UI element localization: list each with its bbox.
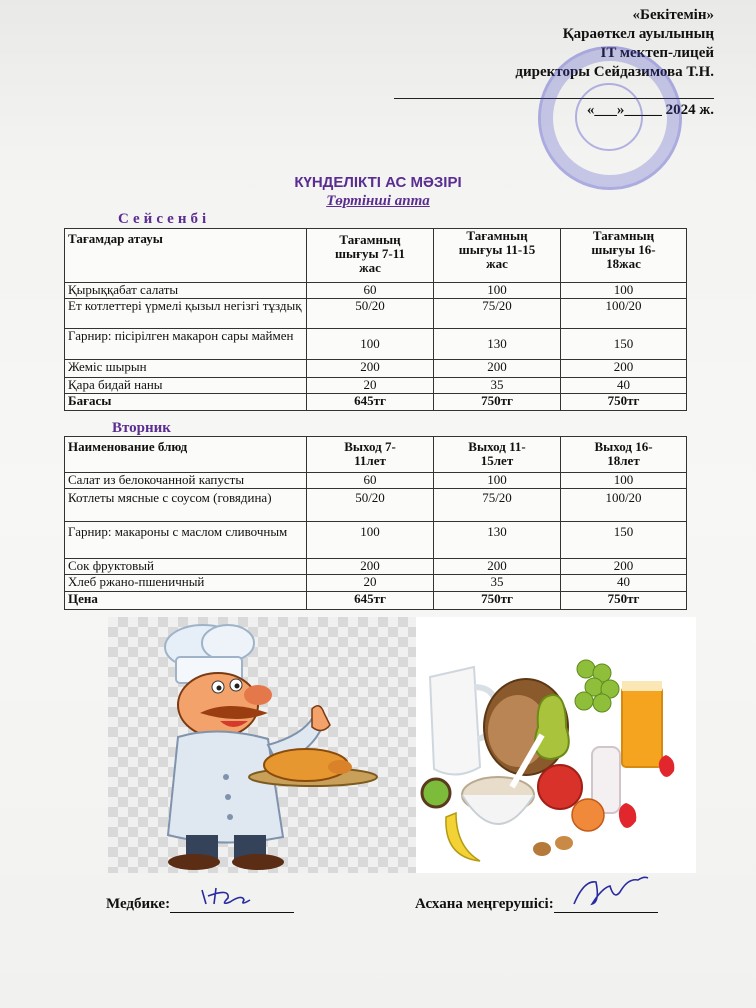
portion-cell: 75/20 [434,489,561,522]
portion-cell: 100 [561,473,687,489]
healthy-food-icon [416,617,696,873]
page-title: КҮНДЕЛІКТІ АС МӘЗІРІ [294,174,462,191]
dish-name: Гарнир: макароны с маслом сливочным [65,522,307,559]
portion-cell: 200 [561,360,687,378]
portion-cell: 100 [307,522,434,559]
dish-name: Жеміс шырын [65,360,307,378]
dish-name: Гарнир: пісірілген макарон сары маймен [65,329,307,360]
approval-line-2: Қараөткел ауылының [562,26,714,42]
portion-cell: 200 [307,559,434,575]
header-cell: Тағамның шығуы 7-11 жас [307,229,434,283]
price-row [65,394,687,411]
day-label-kz: Сейсенбі [118,211,211,227]
dish-name: Сок фруктовый [65,559,307,575]
healthy-food-illustration [416,617,696,873]
header-cell: Выход 11-15лет [434,437,561,473]
portion-cell: 100/20 [561,489,687,522]
portion-cell: 100/20 [561,299,687,329]
table-header-row [65,437,687,473]
price-cell: 645тг [307,394,434,411]
header-cell: Тағамның шығуы 11-15 жас [434,229,561,283]
chef-illustration [108,617,416,873]
table-row [65,299,687,329]
portion-cell: 35 [434,378,561,394]
nurse-label: Медбике: [106,896,171,912]
portion-cell: 200 [561,559,687,575]
dish-name: Қырыққабат салаты [65,283,307,299]
portion-cell: 60 [307,473,434,489]
price-label: Цена [65,592,307,610]
portion-cell: 150 [561,329,687,360]
canteen-signature-block [415,896,658,913]
price-row [65,592,687,610]
nurse-signature-line [170,896,294,913]
table-row [65,559,687,575]
header-cell: Выход 7-11лет [307,437,434,473]
price-cell: 750тг [434,592,561,610]
header-cell: Тағамның шығуы 16-18жас [561,229,687,283]
dish-name: Қара бидай наны [65,378,307,394]
table-row [65,473,687,489]
portion-cell: 100 [434,473,561,489]
price-cell: 645тг [307,592,434,610]
dish-name: Котлеты мясные с соусом (говядина) [65,489,307,522]
dish-name: Ет котлеттері үрмелі қызыл негізгі тұздық [65,299,307,329]
chef-icon [108,617,416,873]
portion-cell: 50/20 [307,299,434,329]
header-cell: Тағамдар атауы [65,229,307,283]
portion-cell: 20 [307,378,434,394]
table-row [65,378,687,394]
canteen-signature-line [554,896,658,913]
portion-cell: 100 [561,283,687,299]
price-cell: 750тг [561,394,687,411]
dish-name: Салат из белокочанной капусты [65,473,307,489]
table-row [65,329,687,360]
table-row [65,489,687,522]
illustrations [108,617,696,873]
portion-cell: 20 [307,575,434,592]
portion-cell: 100 [307,329,434,360]
price-cell: 750тг [561,592,687,610]
portion-cell: 200 [307,360,434,378]
portion-cell: 200 [434,360,561,378]
approval-line-3: IT мектеп-лицей [600,45,714,61]
portion-cell: 100 [434,283,561,299]
portion-cell: 40 [561,575,687,592]
portion-cell: 60 [307,283,434,299]
portion-cell: 200 [434,559,561,575]
portion-cell: 150 [561,522,687,559]
price-label: Бағасы [65,394,307,411]
portion-cell: 40 [561,378,687,394]
table-row [65,283,687,299]
nurse-signature-block [106,896,294,913]
portion-cell: 130 [434,522,561,559]
header-cell: Наименование блюд [65,437,307,473]
header-cell: Выход 16-18лет [561,437,687,473]
approval-line-1: «Бекітемін» [632,7,714,23]
day-label-ru: Вторник [112,420,171,436]
portion-cell: 50/20 [307,489,434,522]
portion-cell: 75/20 [434,299,561,329]
table-header-row [65,229,687,283]
approval-line-4: директоры Сейдазимова Т.Н. [515,64,714,80]
stamp-seal [538,46,682,190]
menu-table-kz [64,228,687,411]
page-subtitle: Төртінші апта [326,193,430,209]
table-row [65,360,687,378]
menu-table-ru [64,436,687,610]
canteen-label: Асхана меңгерушісі: [415,896,554,912]
table-row [65,575,687,592]
portion-cell: 35 [434,575,561,592]
approval-date: «___»_____ 2024 ж. [394,98,714,120]
table-row [65,522,687,559]
nurse-signature [170,886,294,908]
price-cell: 750тг [434,394,561,411]
dish-name: Хлеб ржано-пшеничный [65,575,307,592]
portion-cell: 130 [434,329,561,360]
canteen-signature [554,874,658,908]
